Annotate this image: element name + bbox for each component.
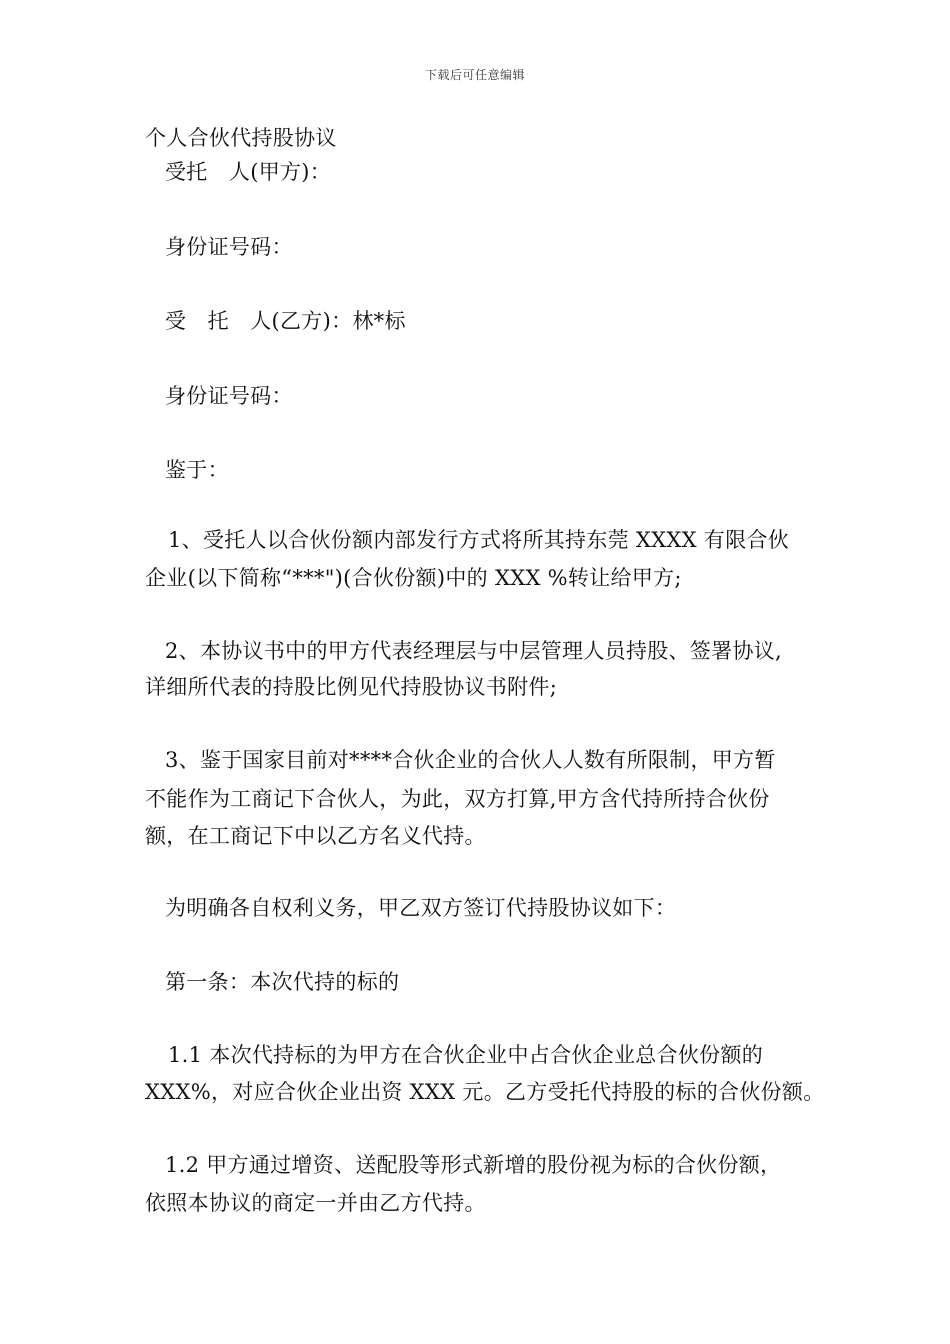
whereas-heading: 鉴于： xyxy=(165,458,229,482)
party-a-label: 受托 人(甲方)： xyxy=(165,160,332,184)
agreement-intro: 为明确各自权利义务，甲乙双方签订代持股协议如下： xyxy=(165,896,677,920)
recital-2-line-2: 详细所代表的持股比例见代持股协议书附件; xyxy=(145,675,558,699)
recital-1-line-1: 1、受托人以合伙份额内部发行方式将所其持东莞 XXXX 有限合伙 xyxy=(168,528,790,552)
party-b-id-label: 身份证号码： xyxy=(165,384,293,408)
party-b-label: 受 托 人(乙方)：林*标 xyxy=(165,309,406,333)
header-note: 下载后可任意编辑 xyxy=(424,68,525,82)
clause-1-1-line-1: 1.1 本次代持标的为甲方在合伙企业中占合伙企业总合伙份额的 xyxy=(168,1043,764,1067)
recital-3-line-3: 额，在工商记下中以乙方名义代持。 xyxy=(145,824,486,848)
party-a-id-label: 身份证号码： xyxy=(165,235,293,259)
article-1-heading: 第一条：本次代持的标的 xyxy=(165,970,400,994)
recital-3-line-2: 不能作为工商记下合伙人，为此，双方打算,甲方含代持所持合伙份 xyxy=(145,787,770,811)
clause-1-2-line-1: 1.2 甲方通过增资、送配股等形式新增的股份视为标的合伙份额， xyxy=(165,1153,782,1177)
recital-2-line-1: 2、本协议书中的甲方代表经理层与中层管理人员持股、签署协议, xyxy=(165,639,783,663)
clause-1-1-line-2: XXX%，对应合伙企业出资 XXX 元。乙方受托代持股的标的合伙份额。 xyxy=(145,1080,825,1104)
recital-3-line-1: 3、鉴于国家目前对****合伙企业的合伙人人数有所限制，甲方暂 xyxy=(165,748,776,772)
clause-1-2-line-2: 依照本协议的商定一并由乙方代持。 xyxy=(145,1191,486,1215)
recital-1-line-2: 企业(以下简称“***")(合伙份额)中的 XXX %转让给甲方; xyxy=(145,566,682,590)
document-title: 个人合伙代持股协议 xyxy=(145,126,337,150)
